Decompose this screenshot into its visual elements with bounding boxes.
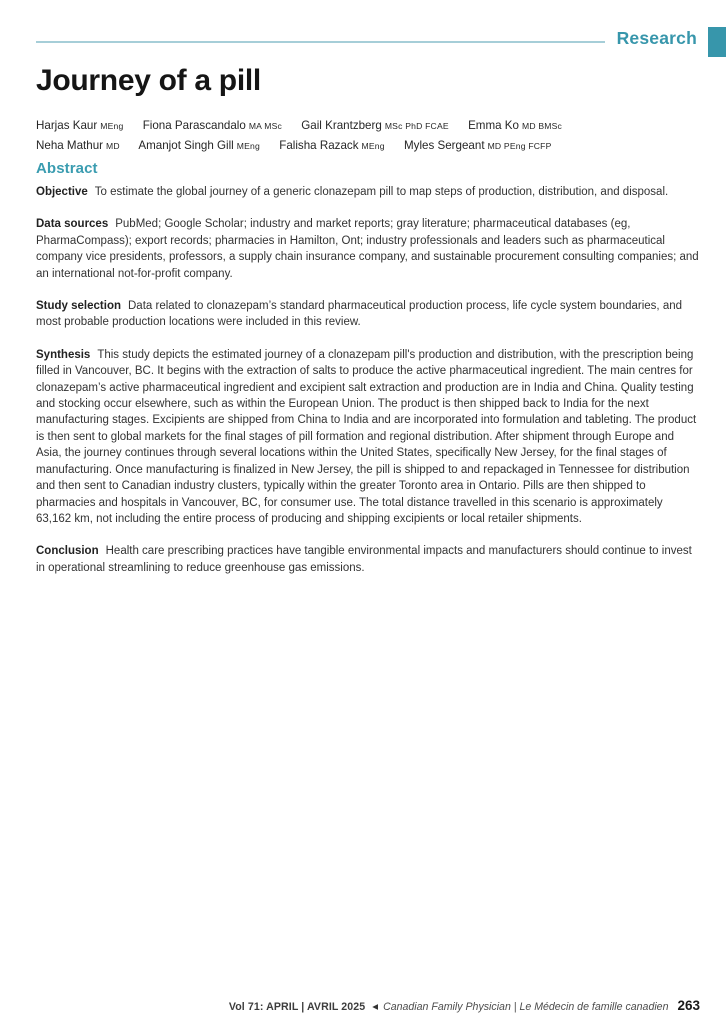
paragraph-text: To estimate the global journey of a generic clonazepam pill to map steps of production, distribution, and disposal. xyxy=(94,186,669,198)
author-name: Myles Sergeant xyxy=(404,139,485,152)
abstract-paragraph-objective xyxy=(36,184,700,200)
author-block xyxy=(36,116,700,156)
abstract-paragraph-study-selection xyxy=(36,298,700,331)
author xyxy=(468,119,562,132)
author-name: Neha Mathur xyxy=(36,139,104,152)
author-name: Emma Ko xyxy=(468,119,519,132)
author-credentials: MSc PhD FCAE xyxy=(384,121,449,131)
header-rule xyxy=(36,41,605,43)
author-credentials: MEng xyxy=(100,121,124,131)
corner-square-decoration xyxy=(708,27,726,57)
paragraph-label: Conclusion xyxy=(36,545,99,558)
author-credentials: MD xyxy=(106,141,120,151)
footer-page-number: 263 xyxy=(677,998,700,1013)
author-name: Gail Krantzberg xyxy=(301,119,382,132)
section-label: Research xyxy=(616,28,697,48)
paragraph-text: Health care prescribing practices have tangible environmental impacts and manufacturers should continue to invest in operational streamlining to reduce greenhouse gas emissions. xyxy=(36,545,692,574)
abstract-paragraph-data-sources xyxy=(36,216,700,282)
author-name: Falisha Razack xyxy=(279,139,359,152)
paragraph-label: Objective xyxy=(36,186,88,198)
page-footer xyxy=(229,998,700,1013)
paragraph-label: Study selection xyxy=(36,300,121,313)
author xyxy=(138,139,260,152)
abstract-heading: Abstract xyxy=(36,160,98,177)
author-credentials: MEng xyxy=(236,141,261,151)
author-credentials: MD BMSc xyxy=(521,121,563,131)
footer-volume-date: Vol 71: APRIL | AVRIL 2025 xyxy=(228,1001,366,1013)
author xyxy=(36,119,123,132)
author-name: Amanjot Singh Gill xyxy=(138,139,234,152)
paragraph-text: PubMed; Google Scholar; industry and market reports; gray literature; pharmaceutical databases (eg, PharmaCompass); export records; pharmacies in Hamilton, Ont; industry professionals and leaders such as pharmaceutical company vice presidents, professors, a supply chain insurance company, and sustainable procurement consulting companies; and an international not-for-profit company. xyxy=(36,218,699,280)
page-header xyxy=(36,26,726,60)
abstract-paragraph-synthesis xyxy=(36,347,700,527)
left-triangle-icon: ◀ xyxy=(372,1002,379,1011)
author xyxy=(404,139,552,152)
author-credentials: MD PEng FCFP xyxy=(487,141,552,151)
author xyxy=(301,119,449,132)
paragraph-text: Data related to clonazepam’s standard pharmaceutical production process, life cycle system boundaries, and most probable production locations were included in this review. xyxy=(36,300,683,329)
author xyxy=(279,139,385,152)
paragraph-label: Data sources xyxy=(36,218,109,231)
article-title: Journey of a pill xyxy=(36,64,261,97)
author xyxy=(143,119,282,132)
abstract-section xyxy=(36,160,700,592)
author-name: Harjas Kaur xyxy=(36,119,98,132)
author-credentials: MEng xyxy=(361,141,385,151)
author-line-1 xyxy=(36,116,700,136)
author-name: Fiona Parascandalo xyxy=(142,119,246,132)
author xyxy=(36,139,120,152)
footer-journal-title: Canadian Family Physician | Le Médecin de famille canadien xyxy=(383,1001,669,1013)
author-credentials: MA MSc xyxy=(248,121,283,131)
paragraph-label: Synthesis xyxy=(36,348,91,361)
author-line-2 xyxy=(36,136,700,156)
abstract-paragraph-conclusion xyxy=(36,543,700,576)
paragraph-text: This study depicts the estimated journey of a clonazepam pill's production and distribution, with the prescription being filled in Vancouver, BC. It begins with the extraction of salts to produce the active pharmaceutical ingredient. The main centres for clonazepam’s active pharmaceutical ingredient and excipient salt extraction and production are in India and China. Quality testing and stocking occur elsewhere, such as within the European Union. The product is then shipped back to India for the next manufacturing stages. Excipients are shipped from China to India and are incorporated into formulation and tableting. The product is then sent to global markets for the final stages of pill formation and regional distribution. After shipment through Europe and Asia, the journey continues through several locations within the United States, specifically New Jersey, for the final stages of manufacturing. Once manufacturing is finalized in New Jersey, the pill is shipped to and repackaged in Tennessee for distribution and then sent to Canadian industry clusters, typically within the greater Toronto area in Ontario. Pills are then shipped to pharmacies and hospitals in Vancouver, BC, for consumer use. The total distance travelled in this scenario is approximately 63,162 km, not including the entire process of producing and shipping excipients or local retailer shipments. xyxy=(36,348,697,525)
